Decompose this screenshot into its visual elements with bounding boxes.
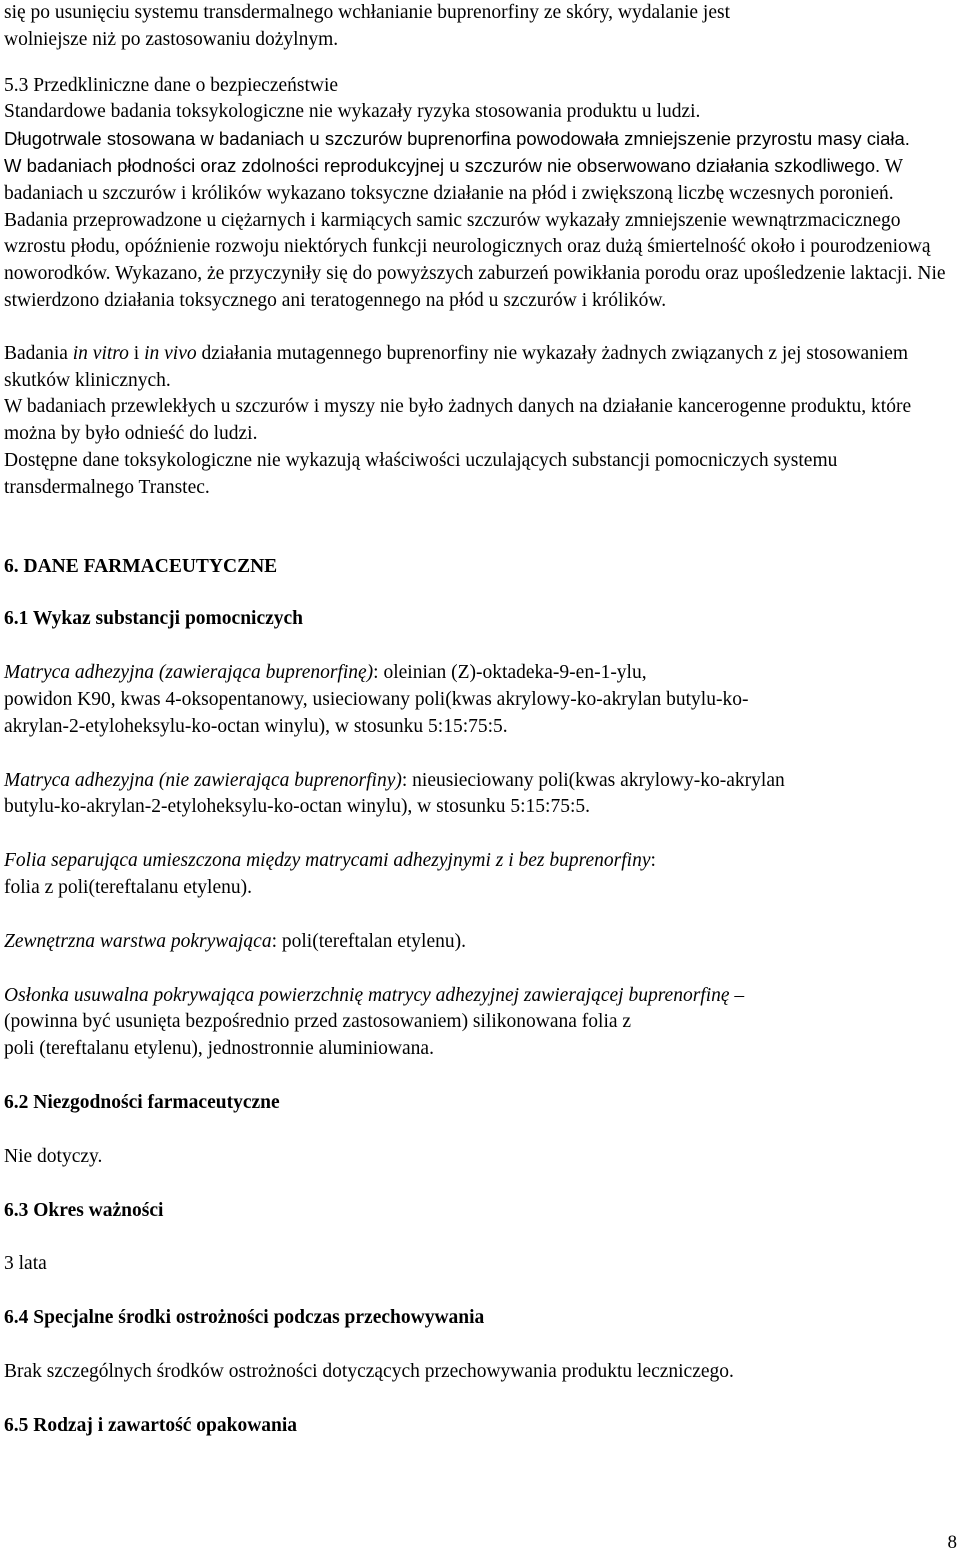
release-liner-line-3: poli (tereftalanu etylenu), jednostronnie aluminiowana. — [4, 1038, 434, 1060]
matrix-with-line-1: : oleinian (Z)-oktadeka-9-en-1-ylu, — [373, 662, 647, 684]
section-6-5-heading: 6.5 Rodzaj i zawartość opakowania — [4, 1414, 298, 1436]
paragraph-long-term: Długotrwale stosowana w badaniach u szczurów buprenorfina powodowała zmniejszenie przyrostu masy ciała. — [4, 128, 910, 150]
section-6-1-heading: 6.1 Wykaz substancji pomocniczych — [4, 608, 304, 630]
matrix-with-label: Matryca adhezyjna (zawierająca buprenorfinę) — [4, 662, 374, 684]
outer-layer-material: : poli(tereftalan etylenu). — [271, 930, 466, 952]
intro-line-2: wolniejsze niż po zastosowaniu dożylnym. — [4, 28, 339, 50]
separating-foil-colon: : — [650, 850, 656, 872]
matrix-with-line-2: powidon K90, kwas 4-oksopentanowy, usieciowany poli(kwas akrylowy-ko-akrylan butylu-ko- — [4, 688, 749, 710]
excipient-separating-foil — [4, 848, 954, 902]
fertility-text: W badaniach płodności oraz zdolności reprodukcyjnej u szczurów nie obserwowano działania szkodliwego. — [4, 154, 881, 176]
paragraph-sensitizing: Dostępne dane toksykologiczne nie wykazują właściwości uczulających substancji pomocniczych systemu transdermalnego Transtec. — [4, 449, 838, 498]
separating-foil-material: folia z poli(tereftalanu etylenu). — [4, 876, 252, 898]
excipient-outer-layer — [4, 929, 954, 956]
in-vivo-term: in vivo — [144, 342, 197, 364]
release-liner-line-2: (powinna być usunięta bezpośrednio przed zastosowaniem) silikonowana folia z — [4, 1011, 632, 1033]
paragraph-standard-studies: Standardowe badania toksykologiczne nie wykazały ryzyka stosowania produktu u ludzi. — [4, 101, 701, 123]
section-5-3-heading: 5.3 Przedkliniczne dane o bezpieczeństwie — [4, 74, 339, 96]
intro-paragraph — [4, 0, 954, 54]
paragraph-mutagenic — [4, 341, 954, 395]
matrix-without-line-2: butylu-ko-akrylan-2-etyloheksylu-ko-octan winylu), w stosunku 5:15:75:5. — [4, 796, 590, 818]
separating-foil-label: Folia separująca umieszczona między matrycami adhezyjnymi z i bez buprenorfiny — [4, 850, 651, 872]
paragraph-fertility — [4, 153, 954, 208]
matrix-without-label: Matryca adhezyjna (nie zawierająca buprenorfiny) — [4, 769, 402, 791]
excipient-matrix-with-buprenorphine — [4, 660, 954, 740]
excipient-release-liner — [4, 983, 954, 1063]
section-6-heading: 6. DANE FARMACEUTYCZNE — [4, 555, 278, 577]
paragraph-carcinogenic: W badaniach przewlekłych u szczurów i myszy nie było żadnych danych na działanie kancerogenne produktu, które można by było odnieść do ludzi. — [4, 396, 912, 445]
matrix-with-line-3: akrylan-2-etyloheksylu-ko-octan winylu), w stosunku 5:15:75:5. — [4, 715, 508, 737]
intro-line-1: się po usunięciu systemu transdermalnego wchłanianie buprenorfiny ze skóry, wydalanie jest — [4, 2, 730, 23]
paragraph-pregnant-rats: Badania przeprowadzone u ciężarnych i karmiących samic szczurów wykazały zmniejszenie wewnątrzmacicznego wzrostu płodu, opóźnienie rozwoju niektórych funkcji neurologicznych oraz dużą śmiertelność około i pourodzeniową noworodków. Wykazano, że przyczyniły się do powyższych zaburzeń powikłania porodu oraz upośledzenie laktacji. Nie stwierdzono działania toksycznego ani teratogennego na płód u szczurów i królików. — [4, 209, 946, 311]
section-6-2-text: Nie dotyczy. — [4, 1145, 103, 1167]
matrix-without-line-1: : nieusieciowany poli(kwas akrylowy-ko-akrylan — [401, 769, 785, 791]
outer-layer-label: Zewnętrzna warstwa pokrywająca — [4, 930, 272, 952]
section-6-4-text: Brak szczególnych środków ostrożności dotyczących przechowywania produktu leczniczego. — [4, 1360, 734, 1382]
teratogenicity-text: W badaniach u szczurów i królików wykazano toksyczne działanie na płód i zwiększoną liczbę wczesnych poronień. — [4, 155, 903, 204]
section-6-3-text: 3 lata — [4, 1253, 47, 1275]
mutagenic-post: działania mutagennego buprenorfiny nie wykazały żadnych związanych z jej stosowaniem skutków klinicznych. — [4, 342, 909, 391]
section-6-4-heading: 6.4 Specjalne środki ostrożności podczas przechowywania — [4, 1307, 485, 1329]
mutagenic-pre: Badania — [4, 342, 73, 364]
section-6-2-heading: 6.2 Niezgodności farmaceutyczne — [4, 1091, 280, 1113]
section-6-3-heading: 6.3 Okres ważności — [4, 1199, 164, 1221]
page-number: 8 — [947, 1532, 957, 1553]
mutagenic-mid: i — [128, 342, 145, 364]
document-page — [4, 0, 954, 1439]
release-liner-label: Osłonka usuwalna pokrywająca powierzchnię matrycy adhezyjnej zawierającej buprenorfinę – — [4, 984, 745, 1006]
in-vitro-term: in vitro — [72, 342, 129, 364]
excipient-matrix-without-buprenorphine — [4, 768, 954, 822]
